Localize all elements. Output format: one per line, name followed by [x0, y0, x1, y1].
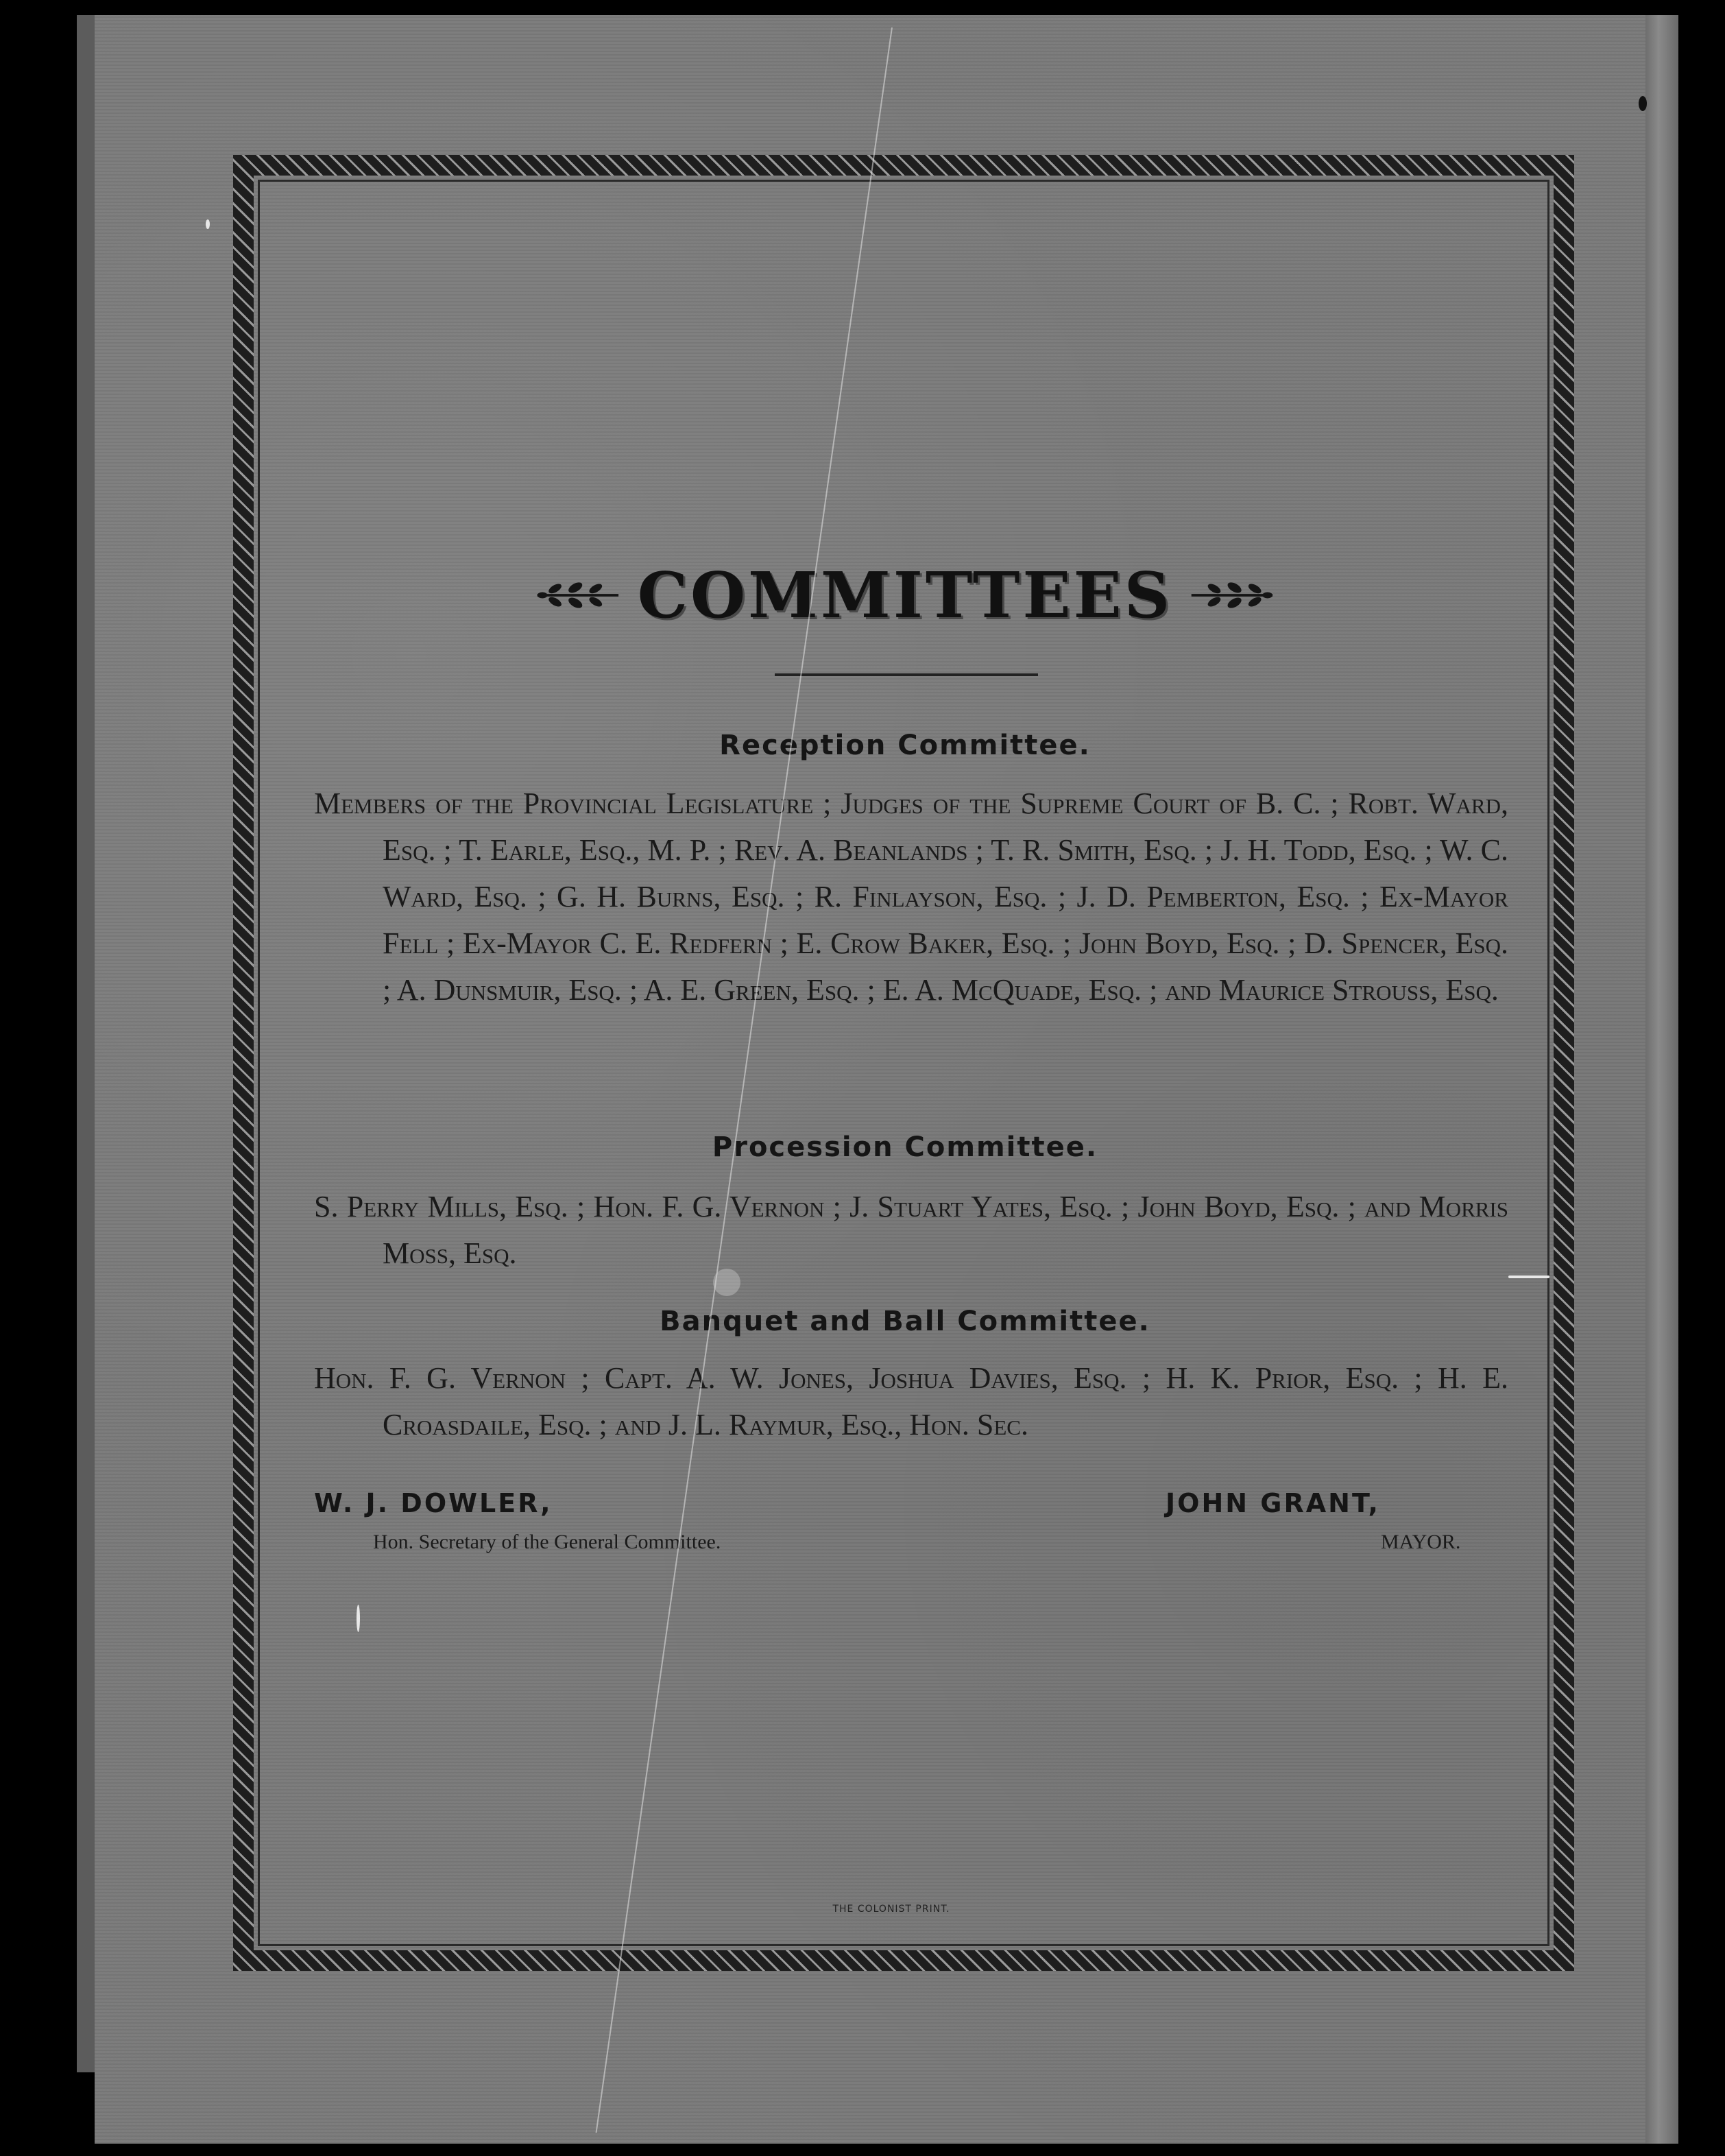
right-sprig-ornament: [1189, 571, 1275, 619]
secretary-signature-role: Hon. Secretary of the General Committee.: [373, 1531, 721, 1553]
dust-speck: [1639, 96, 1647, 111]
decorative-border-inner-line: [258, 180, 1549, 1946]
page-title: COMMITTEES: [637, 558, 1173, 632]
procession-committee-heading: Procession Committee.: [712, 1131, 1098, 1163]
dust-speck: [1508, 1275, 1549, 1278]
printer-imprint: THE COLONIST PRINT.: [832, 1904, 950, 1915]
dust-speck: [357, 1605, 360, 1632]
banquet-ball-committee-heading: Banquet and Ball Committee.: [660, 1306, 1150, 1337]
title-row: [535, 554, 1275, 636]
mayor-signature-role: MAYOR.: [1381, 1531, 1461, 1553]
procession-committee-members: S. Perry Mills, Esq. ; Hon. F. G. Vernon ; J. Stuart Yates, Esq. ; John Boyd, Esq. ; and Morris Moss, Esq.: [314, 1190, 1508, 1270]
dust-speck: [713, 1269, 740, 1296]
sheet-right-edge: [1645, 15, 1678, 2144]
reception-committee-heading: Reception Committee.: [719, 730, 1091, 761]
banquet-ball-committee-members: Hon. F. G. Vernon ; Capt. A. W. Jones, Joshua Davies, Esq. ; H. K. Prior, Esq. ; H. E. Croasdaile, Esq. ; and J. L. Raymur, Esq., Hon. Sec.: [314, 1361, 1508, 1441]
title-rule: [775, 673, 1038, 676]
mayor-signature-name: JOHN GRANT,: [1166, 1488, 1380, 1518]
dust-speck: [206, 219, 210, 229]
left-sprig-ornament: [535, 571, 621, 619]
secretary-signature-name: W. J. DOWLER,: [314, 1488, 553, 1518]
reception-committee-members: Members of the Provincial Legislature ; Judges of the Supreme Court of B. C. ; Robt. Ward, Esq. ; T. Earle, Esq., M. P. ; Rev. A. Beanlands ; T. R. Smith, Esq. ; J. H. Todd, Esq. ; W. C. Ward, Esq. ; G. H. Burns, Esq. ; R. Finlayson, Esq. ; J. D. Pemberton, Esq. ; Ex-Mayor Fell ; Ex-Mayor C. E. Redfern ; E. Crow Baker, Esq. ; John Boyd, Esq. ; D. Spencer, Esq. ; A. Dunsmuir, Esq. ; A. E. Green, Esq. ; E. A. McQuade, Esq. ; and Maurice Strouss, Esq.: [314, 787, 1508, 1007]
